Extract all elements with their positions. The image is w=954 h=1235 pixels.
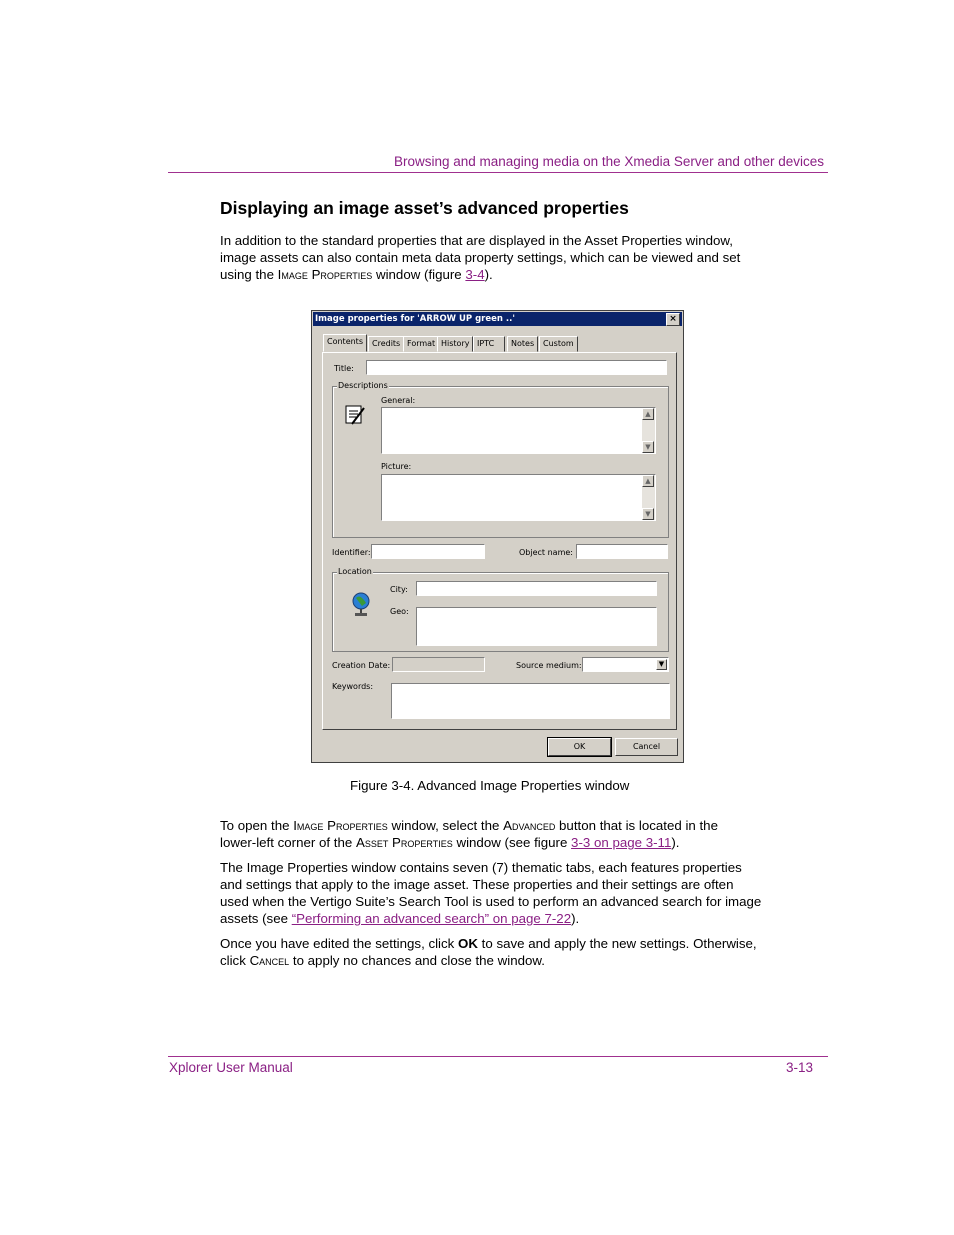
tab-notes[interactable]: Notes [507, 336, 538, 352]
scroll-down-icon[interactable]: ▼ [642, 508, 654, 520]
title-label: Title: [334, 364, 354, 373]
page-link[interactable]: “Performing an advanced search” on page 7-22 [291, 911, 572, 926]
geo-field[interactable] [416, 607, 657, 646]
chevron-down-icon[interactable]: ▼ [656, 659, 667, 670]
ui-term: Image Properties [277, 267, 373, 282]
tab-custom[interactable]: Custom [539, 336, 578, 352]
ui-term: Asset Properties [355, 835, 453, 850]
page-link[interactable]: 3-3 on page 3-11 [571, 835, 672, 850]
creation-date-field [392, 657, 485, 672]
dialog-title: Image properties for 'ARROW UP green ..' [315, 314, 515, 324]
header-rule [168, 172, 828, 173]
picture-scrollbar[interactable] [642, 475, 655, 520]
identifier-label: Identifier: [332, 548, 371, 557]
title-field[interactable] [366, 360, 667, 375]
general-label: General: [381, 396, 416, 405]
scroll-up-icon[interactable]: ▲ [642, 408, 654, 420]
text: to apply no chances and close the window. [289, 953, 545, 968]
intro-line: using the [220, 267, 278, 282]
general-textarea[interactable] [381, 407, 656, 454]
object-name-label: Object name: [519, 548, 573, 557]
location-label: Location [338, 567, 372, 576]
text: window (see figure [452, 835, 572, 850]
text: The Image Properties window contains seven (7) thematic tabs, each features properties [220, 860, 742, 875]
close-button[interactable]: × [666, 313, 680, 326]
intro-paragraph [220, 232, 780, 283]
intro-line: image assets can also contain meta data property settings, which can be viewed and set [220, 250, 741, 265]
city-label: City: [390, 585, 408, 594]
footer-page-number: 3-13 [786, 1060, 814, 1075]
text: assets (see [220, 911, 292, 926]
picture-textarea[interactable] [381, 474, 656, 521]
ui-term: Cancel [249, 953, 290, 968]
descriptions-group [332, 381, 669, 538]
figure-link[interactable]: 3-4 [465, 267, 485, 282]
keywords-field[interactable] [391, 683, 670, 719]
globe-icon [349, 591, 373, 617]
tab-format[interactable]: Format [403, 336, 439, 352]
running-header: Browsing and managing media on the Xmedia Server and other devices [393, 154, 824, 169]
creation-date-label: Creation Date: [332, 661, 391, 670]
text: To open the [220, 818, 294, 833]
text: ). [571, 911, 580, 926]
text: click [220, 953, 250, 968]
section-heading: Displaying an image asset’s advanced properties [220, 198, 629, 218]
source-medium-select[interactable] [582, 657, 669, 672]
text: ). [671, 835, 680, 850]
text: used when the Vertigo Suite’s Search Tool is used to perform an advanced search for image [220, 894, 762, 909]
scroll-up-icon[interactable]: ▲ [642, 475, 654, 487]
descriptions-label: Descriptions [338, 381, 388, 390]
ok-button[interactable]: OK [548, 738, 611, 756]
picture-label: Picture: [381, 462, 412, 471]
open-instructions-paragraph [220, 817, 780, 851]
tabs-description-paragraph [220, 859, 780, 927]
text: and settings that apply to the image asset. These properties and their settings are often [220, 877, 734, 892]
ui-term: Advanced [503, 818, 556, 833]
notepad-icon [342, 402, 368, 428]
ui-term: OK [458, 936, 478, 951]
tab-credits[interactable]: Credits [368, 336, 404, 352]
dialog-titlebar [313, 312, 682, 326]
intro-line: ). [484, 267, 493, 282]
text: lower-left corner of the [220, 835, 356, 850]
figure-caption: Figure 3-4. Advanced Image Properties window [350, 778, 630, 793]
tab-history[interactable]: History [437, 336, 473, 352]
image-properties-dialog [311, 310, 684, 763]
tab-contents[interactable]: Contents [323, 334, 367, 352]
keywords-label: Keywords: [332, 682, 374, 691]
identifier-field[interactable] [371, 544, 485, 559]
footer-rule [168, 1056, 828, 1057]
text: window, select the [387, 818, 504, 833]
footer-manual-title: Xplorer User Manual [169, 1060, 293, 1075]
intro-line: In addition to the standard properties that are displayed in the Asset Properties window, [220, 233, 733, 248]
general-scrollbar[interactable] [642, 408, 655, 453]
city-field[interactable] [416, 581, 657, 596]
tab-panel-contents [322, 352, 677, 730]
intro-line: window (figure [372, 267, 466, 282]
scroll-down-icon[interactable]: ▼ [642, 441, 654, 453]
save-instructions-paragraph [220, 935, 780, 969]
ui-term: Image Properties [293, 818, 388, 833]
geo-label: Geo: [390, 607, 409, 616]
tab-iptc[interactable]: IPTC [473, 336, 505, 352]
location-group [332, 567, 669, 652]
text: button that is located in the [555, 818, 718, 833]
object-name-field[interactable] [576, 544, 668, 559]
cancel-button[interactable]: Cancel [615, 738, 678, 756]
text: Once you have edited the settings, click [220, 936, 459, 951]
source-medium-label: Source medium: [516, 661, 582, 670]
text: to save and apply the new settings. Otherwise, [477, 936, 757, 951]
